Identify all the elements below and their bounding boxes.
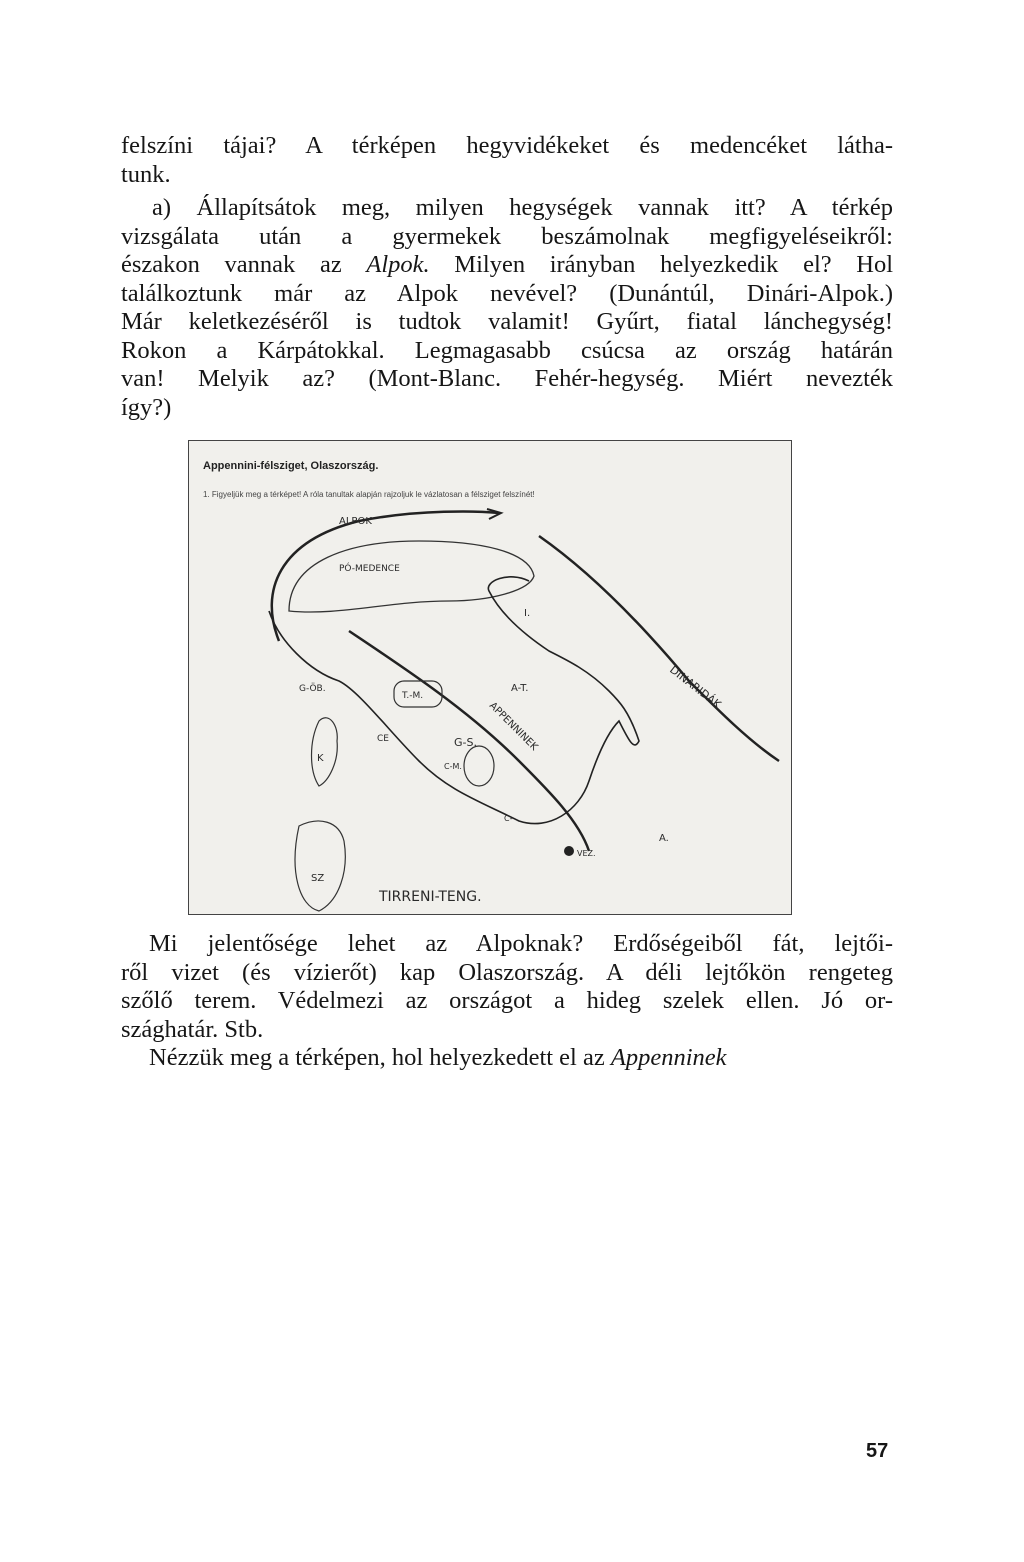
text-line: ről vizet (és vízierőt) kap Olaszország. A déli lejtőkön rengeteg	[121, 958, 893, 986]
label-c: C-	[504, 814, 513, 823]
sardinia-outline	[295, 821, 345, 911]
text-line: így?)	[121, 393, 172, 421]
label-po-medence: PÓ-MEDENCE	[339, 564, 400, 574]
label-k: K	[317, 753, 324, 764]
arrow-head-icon	[487, 509, 501, 519]
emphasis-appenninek: Appenninek	[610, 1044, 727, 1071]
text-line: szőlő terem. Védelmezi az országot a hideg szelek ellen. Jó or-	[121, 987, 893, 1014]
label-a: A.	[659, 833, 669, 844]
label-vez: VEZ.	[577, 849, 596, 858]
text-line: felszíni tájai? A térképen hegyvidékeket és medencéket látha-	[121, 132, 893, 159]
label-sz: SZ	[311, 873, 325, 884]
label-t-m: T.-M.	[402, 691, 424, 701]
label-appenninek: APPENNINEK	[486, 700, 540, 754]
dinarides-chain-line	[539, 536, 779, 761]
label-dinaridak: DINARIDÁK	[667, 663, 724, 712]
map-title: Appennini-félsziget, Olaszország.	[203, 460, 379, 472]
label-g-ob: G-ÖB.	[299, 684, 326, 694]
text-line: Már keletkezéséről is tudtok valamit! Gyűrt, fiatal lánchegység!	[121, 308, 893, 335]
paragraph-2	[121, 194, 893, 422]
text-line: a) Állapítsátok meg, milyen hegységek vannak itt? A térkép	[152, 194, 893, 221]
label-ce: CE	[377, 734, 389, 744]
text-fragment: Nézzük meg a térképen, hol helyezkedett el az	[149, 1044, 605, 1071]
text-line: találkoztunk már az Alpok nevével? (Dunántúl, Dinári-Alpok.)	[121, 279, 893, 307]
text-fragment: Milyen irányban helyezkedik el? Hol	[454, 251, 894, 278]
text-line	[121, 1044, 893, 1073]
text-line: Mi jelentősége lehet az Alpoknak? Erdőségeiből fát, lejtői-	[149, 930, 893, 957]
label-a-t: A-T.	[511, 683, 529, 694]
c-m-region	[464, 746, 494, 786]
label-g-s: G-S.	[454, 736, 477, 749]
label-i: I.	[524, 608, 531, 619]
po-basin-outline	[289, 541, 534, 612]
map-figure	[188, 440, 792, 915]
paragraph-4	[121, 1044, 893, 1073]
text-line: vizsgálata után a gyermekek beszámolnak megfigyeléseikről:	[121, 222, 893, 250]
alps-chain-line	[272, 511, 499, 641]
paragraph-3	[121, 930, 893, 1044]
text-line: tunk.	[121, 160, 171, 188]
emphasis-alpok: Alpok.	[366, 251, 430, 278]
text-line: szághatár. Stb.	[121, 1015, 264, 1043]
label-c-m: C-M.	[444, 762, 462, 771]
text-line: van! Melyik az? (Mont-Blanc. Fehér-hegység. Miért nevezték	[121, 365, 893, 392]
peninsula-outline	[269, 577, 639, 824]
corsica-outline	[312, 718, 338, 786]
text-fragment: északon vannak az	[121, 251, 342, 278]
map-drawing	[189, 441, 791, 914]
text-line-with-emphasis	[121, 251, 893, 280]
page-number: 57	[866, 1440, 889, 1462]
map-caption: 1. Figyeljük meg a térképet! A róla tanultak alapján rajzoljuk le vázlatosan a félsziget felszínét!	[203, 490, 535, 499]
text-line: Rokon a Kárpátokkal. Legmagasabb csúcsa az ország határán	[121, 336, 893, 364]
label-alpok: ALPOK	[339, 516, 372, 527]
volcano-icon	[564, 846, 574, 856]
paragraph-1	[121, 132, 893, 189]
label-tirreni-tenger: TIRRENI-TENG.	[379, 889, 482, 905]
